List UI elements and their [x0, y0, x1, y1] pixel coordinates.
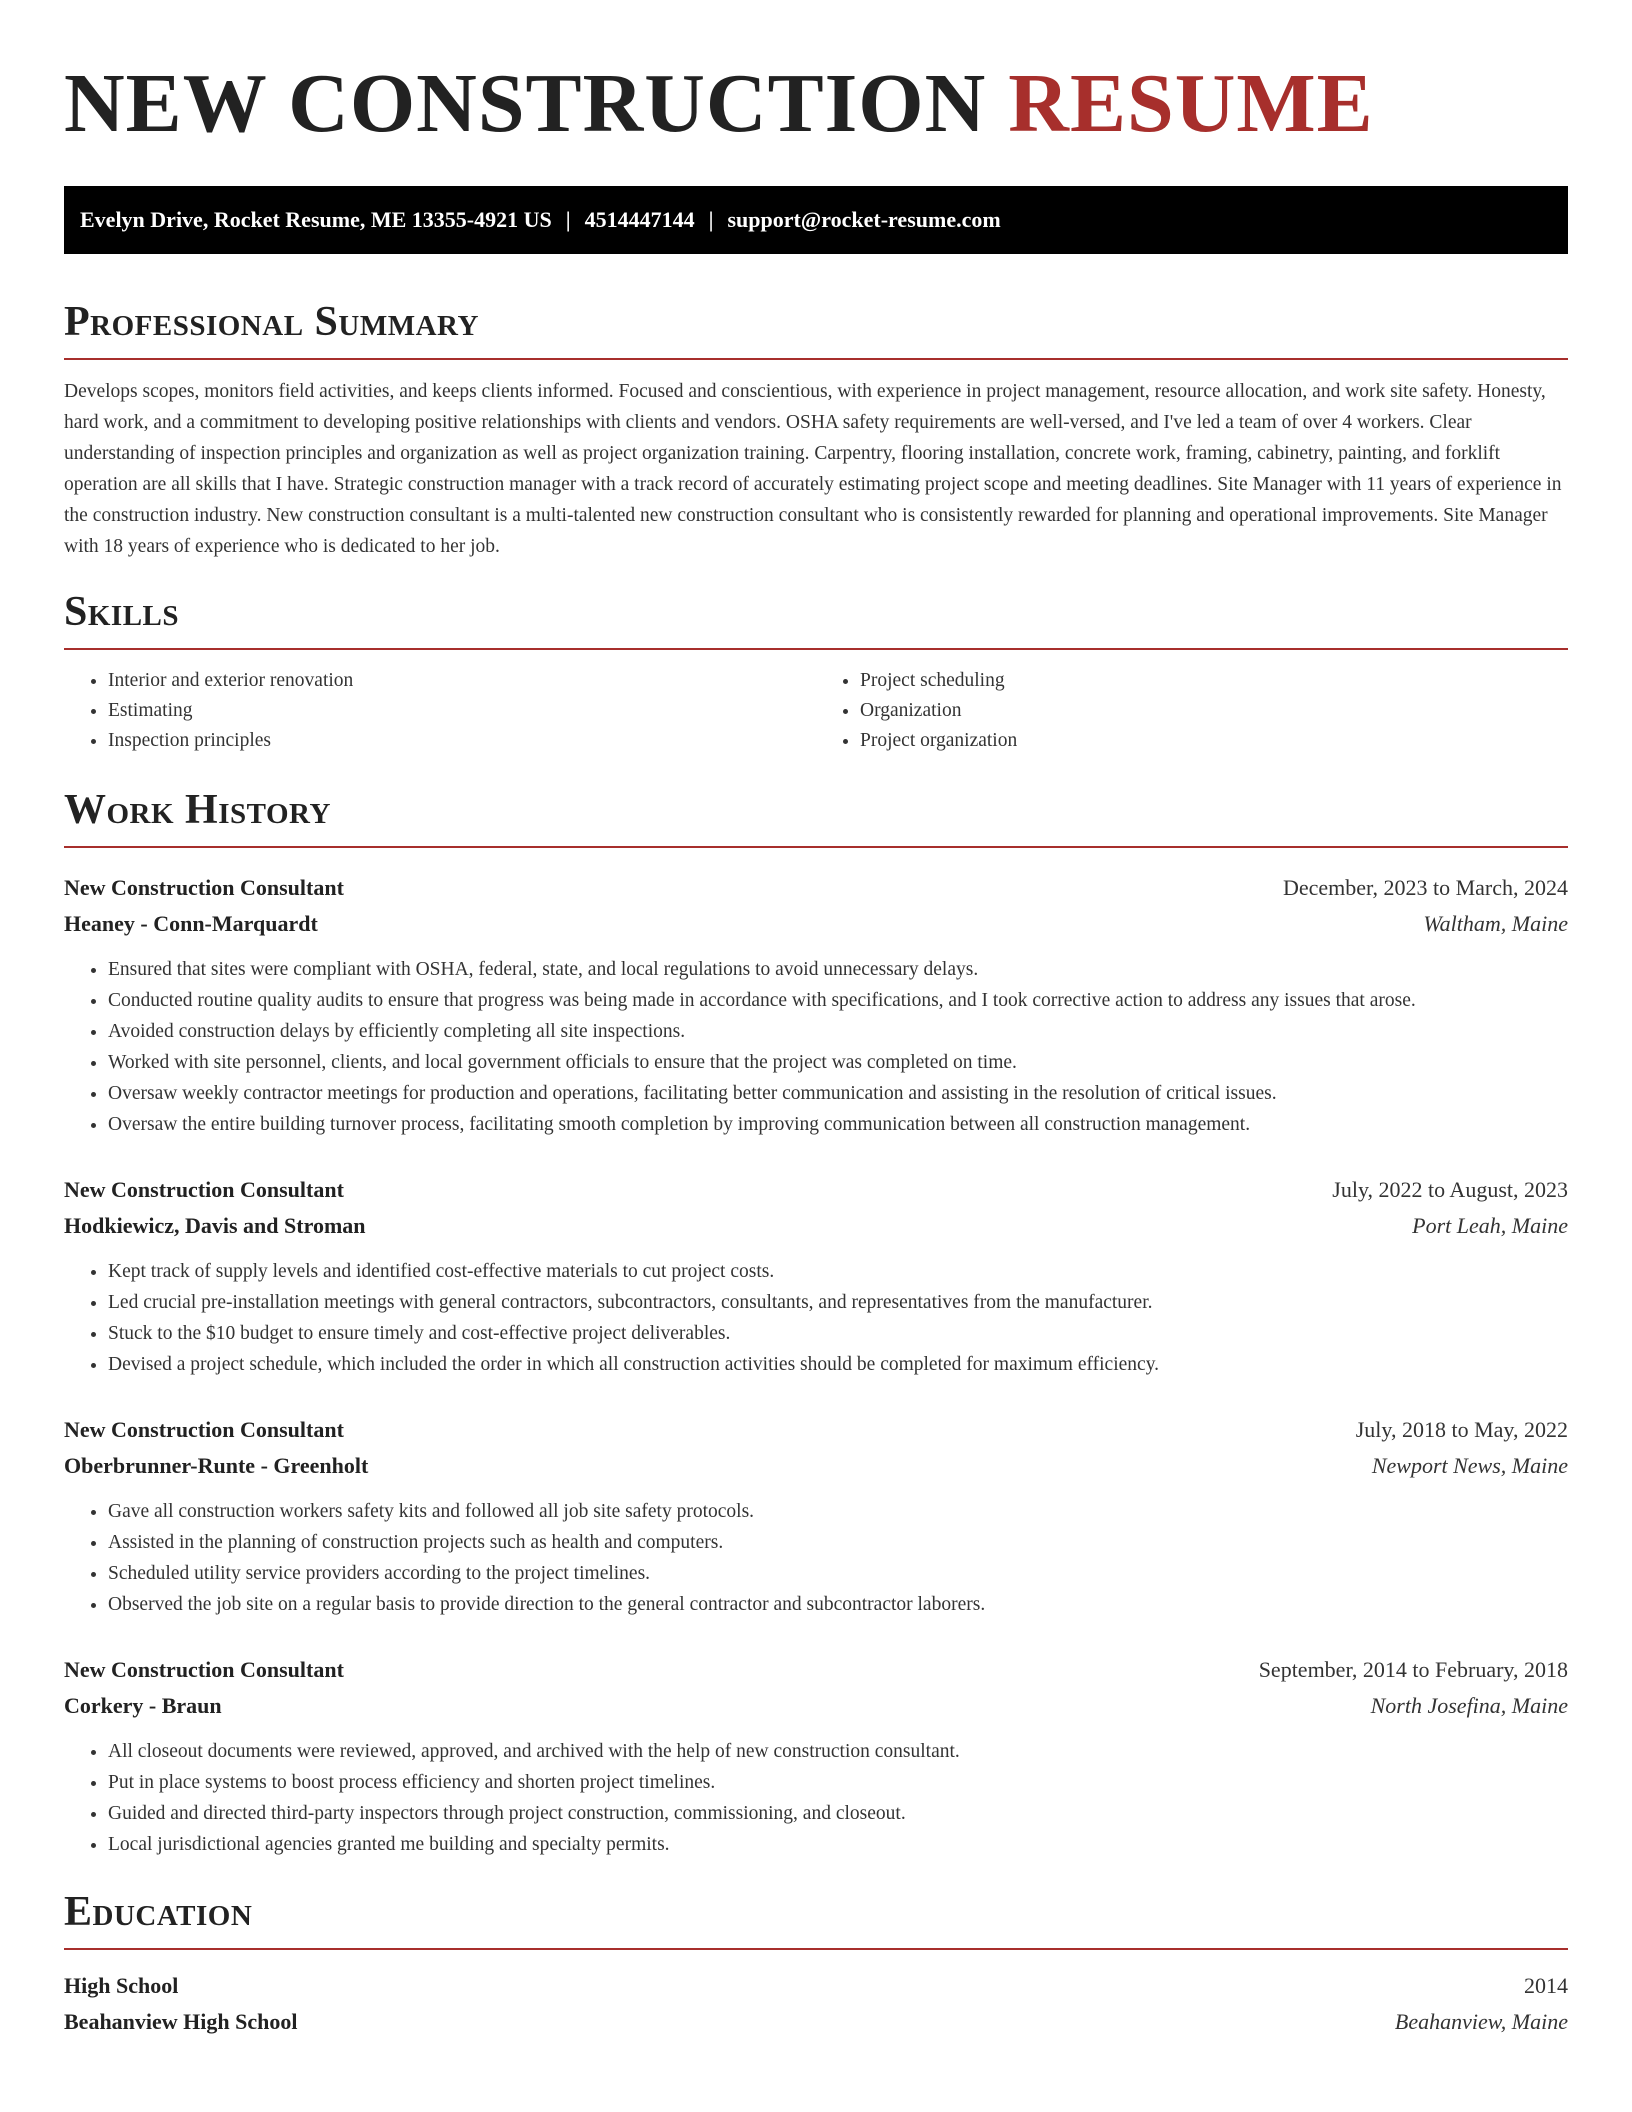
job-bullet: • Scheduled utility service providers according to the project timelines. — [108, 1558, 1568, 1589]
job-bullet: • Oversaw weekly contractor meetings for production and operations, facilitating better communication and assisting in the resolution of critical issues. — [108, 1078, 1568, 1109]
job-title: New Construction Consultant — [64, 1657, 344, 1682]
skills-column-left — [64, 666, 816, 756]
summary-text: Develops scopes, monitors field activities, and keeps clients informed. Focused and conscientious, with experience in project management, resource allocation, and work site safety. Honesty, hard work, and a commitment to developing positive relationships with clients and vendors. OSHA safety requirements are well-versed, and I've led a team of over 4 workers. Clear understanding of inspection principles and organization as well as project organization training. Carpentry, flooring installation, concrete work, framing, cabinetry, painting, and forklift operation are all skills that I have. Strategic construction manager with a track record of accurately estimating project scope and meeting deadlines. Site Manager with 11 years of experience in the construction industry. New construction consultant is a multi-talented new construction consultant who is consistently rewarded for planning and operational improvements. Site Manager with 18 years of experience who is dedicated to her job. — [64, 381, 1562, 557]
job-company: Heaney - Conn-Marquardt — [64, 911, 318, 936]
job-dates: July, 2022 to August, 2023 — [1332, 1177, 1568, 1202]
skill-item: • Organization — [860, 696, 1568, 726]
job-bullet: • Worked with site personnel, clients, and local government officials to ensure that the project was completed on time. — [108, 1047, 1568, 1078]
job-dates: September, 2014 to February, 2018 — [1258, 1657, 1568, 1682]
education-section — [64, 1888, 1568, 2040]
job-location: Port Leah, Maine — [1412, 1213, 1568, 1238]
education-location: Beahanview, Maine — [1394, 2009, 1568, 2034]
job-bullet: • Kept track of supply levels and identified cost-effective materials to cut project costs. — [108, 1256, 1568, 1287]
job-company: Hodkiewicz, Davis and Stroman — [64, 1213, 366, 1238]
job-bullet: • Gave all construction workers safety kits and followed all job site safety protocols. — [108, 1496, 1568, 1527]
section-divider — [64, 846, 1568, 848]
skill-item: • Estimating — [108, 696, 816, 726]
section-divider — [64, 648, 1568, 650]
job-bullet: • Local jurisdictional agencies granted me building and specialty permits. — [108, 1829, 1568, 1860]
skills-section — [64, 588, 1568, 756]
job-bullet: • Put in place systems to boost process efficiency and shorten project timelines. — [108, 1767, 1568, 1798]
education-degree: High School — [64, 1973, 179, 1998]
contact-address: Evelyn Drive, Rocket Resume, ME 13355-4921 US — [80, 207, 552, 232]
section-heading-skills: Skills — [64, 589, 180, 635]
job-company-row — [64, 1208, 1568, 1244]
job-bullet: • Avoided construction delays by efficiently completing all site inspections. — [108, 1016, 1568, 1047]
contact-phone: 4514447144 — [584, 207, 695, 232]
job-bullet: • Stuck to the $10 budget to ensure timely and cost-effective project deliverables. — [108, 1318, 1568, 1349]
job-entry — [64, 1412, 1568, 1620]
job-company-row — [64, 906, 1568, 942]
job-entry — [64, 1172, 1568, 1380]
job-company-row — [64, 1448, 1568, 1484]
section-heading-work: Work History — [64, 787, 331, 833]
job-dates: July, 2018 to May, 2022 — [1355, 1417, 1568, 1442]
job-header-row — [64, 1412, 1568, 1448]
job-bullet: • All closeout documents were reviewed, approved, and archived with the help of new construction consultant. — [108, 1736, 1568, 1767]
section-heading-education: Education — [64, 1889, 253, 1935]
skill-item: • Project organization — [860, 726, 1568, 756]
resume-title — [64, 56, 1568, 152]
job-entry — [64, 1652, 1568, 1860]
contact-bar — [64, 186, 1568, 254]
job-bullet: • Led crucial pre-installation meetings with general contractors, subcontractors, consultants, and representatives from the manufacturer. — [108, 1287, 1568, 1318]
skills-list — [64, 666, 1568, 756]
job-header-row — [64, 1652, 1568, 1688]
skill-item: • Interior and exterior renovation — [108, 666, 816, 696]
contact-separator: | — [708, 207, 714, 232]
section-heading-summary: Professional Summary — [64, 299, 479, 345]
skills-column-right — [816, 666, 1568, 756]
job-dates: December, 2023 to March, 2024 — [1282, 875, 1568, 900]
job-company: Corkery - Braun — [64, 1693, 222, 1718]
education-header-row — [64, 1968, 1568, 2004]
job-title: New Construction Consultant — [64, 1177, 344, 1202]
summary-section — [64, 298, 1568, 562]
contact-separator: | — [565, 207, 571, 232]
job-location: North Josefina, Maine — [1370, 1693, 1568, 1718]
job-company-row — [64, 1688, 1568, 1724]
job-bullets — [64, 954, 1568, 1140]
job-bullet: • Assisted in the planning of construction projects such as health and computers. — [108, 1527, 1568, 1558]
job-entry — [64, 870, 1568, 1140]
job-title: New Construction Consultant — [64, 875, 344, 900]
skill-item: • Inspection principles — [108, 726, 816, 756]
job-header-row — [64, 1172, 1568, 1208]
job-location: Waltham, Maine — [1423, 911, 1568, 936]
job-header-row — [64, 870, 1568, 906]
section-divider — [64, 358, 1568, 360]
job-location: Newport News, Maine — [1371, 1453, 1568, 1478]
job-company: Oberbrunner-Runte - Greenholt — [64, 1453, 369, 1478]
job-bullets — [64, 1736, 1568, 1860]
job-bullet: • Observed the job site on a regular basis to provide direction to the general contractor and subcontractor laborers. — [108, 1589, 1568, 1620]
education-entry — [64, 1968, 1568, 2040]
title-accent: RESUME — [1008, 57, 1374, 150]
job-bullet: • Devised a project schedule, which included the order in which all construction activities should be completed for maximum efficiency. — [108, 1349, 1568, 1380]
job-bullet: • Conducted routine quality audits to ensure that progress was being made in accordance with specifications, and I took corrective action to address any issues that arose. — [108, 985, 1568, 1016]
work-history-section — [64, 786, 1568, 1860]
job-bullets — [64, 1256, 1568, 1380]
education-school-row — [64, 2004, 1568, 2040]
skill-item: • Project scheduling — [860, 666, 1568, 696]
contact-email: support@rocket-resume.com — [727, 207, 1001, 232]
title-main: NEW CONSTRUCTION — [64, 57, 987, 150]
education-school: Beahanview High School — [64, 2009, 298, 2034]
job-title: New Construction Consultant — [64, 1417, 344, 1442]
section-divider — [64, 1948, 1568, 1950]
job-bullet: • Guided and directed third-party inspectors through project construction, commissioning, and closeout. — [108, 1798, 1568, 1829]
job-bullet: • Oversaw the entire building turnover process, facilitating smooth completion by improving communication between all construction management. — [108, 1109, 1568, 1140]
job-bullets — [64, 1496, 1568, 1620]
education-year: 2014 — [1524, 1973, 1568, 1998]
job-bullet: • Ensured that sites were compliant with OSHA, federal, state, and local regulations to avoid unnecessary delays. — [108, 954, 1568, 985]
